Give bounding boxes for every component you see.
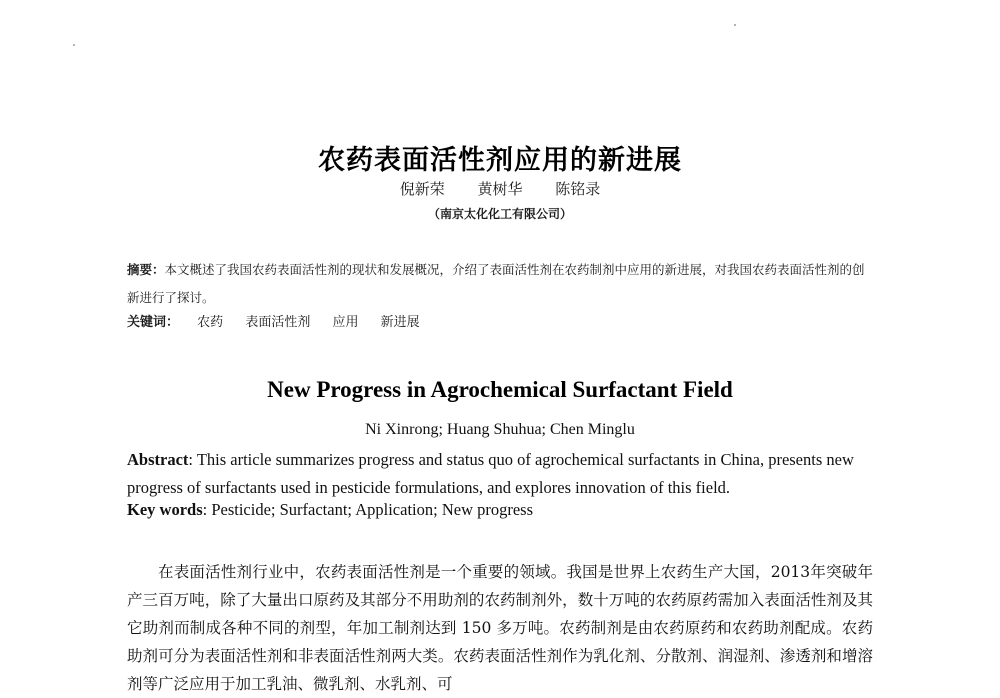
chinese-authors	[0, 178, 1000, 199]
english-abstract-text: : This article summarizes progress and status quo of agrochemical surfactants in China, presents new progress of surfactants used in pesticide formulations, and explores innovation of this field.	[127, 450, 854, 497]
scan-speck	[734, 24, 736, 26]
chinese-affiliation: （南京太化化工有限公司）	[427, 207, 572, 221]
body-paragraph: 在表面活性剂行业中，农药表面活性剂是一个重要的领域。我国是世界上农药生产大国，2013年突破年产三百万吨，除了大量出口原药及其部分不用助剂的农药制剂外，数十万吨的农药原药需加入表面活性剂及其它助剂而制成各种不同的剂型，年加工制剂达到 150 多万吨。农药制剂是由农药原药和农药助剂配成。农药助剂可分为表面活性剂和非表面活性剂两大类。农药表面活性剂作为乳化剂、分散剂、润湿剂、渗透剂和增溶剂等广泛应用于加工乳油、微乳剂、水乳剂、可	[127, 563, 873, 693]
chinese-abstract-text: 本文概述了我国农药表面活性剂的现状和发展概况，介绍了表面活性剂在农药制剂中应用的新进展，对我国农药表面活性剂的创新进行了探讨。	[127, 262, 865, 305]
english-title: New Progress in Agrochemical Surfactant Field	[267, 377, 733, 402]
keyword: 应用	[332, 315, 359, 330]
author-name: 陈铭录	[555, 180, 601, 198]
english-abstract	[127, 446, 887, 502]
chinese-title: 农药表面活性剂应用的新进展	[318, 145, 682, 176]
keyword: 新进展	[380, 315, 420, 330]
english-abstract-label: Abstract	[127, 450, 189, 469]
keyword: 农药	[197, 315, 224, 330]
english-keywords-text: : Pesticide; Surfactant; Application; New progress	[202, 500, 534, 519]
author-name: 倪新荣	[399, 180, 445, 198]
author-name: 黄树华	[477, 180, 523, 198]
chinese-keywords	[127, 311, 438, 330]
chinese-keywords-label: 关键词：	[127, 315, 180, 330]
keyword: 表面活性剂	[245, 315, 311, 330]
chinese-abstract-label: 摘要：	[127, 262, 165, 277]
chinese-abstract	[127, 256, 873, 312]
scan-speck	[73, 44, 75, 46]
english-keywords-label: Key words	[127, 500, 203, 519]
english-authors: Ni Xinrong; Huang Shuhua; Chen Minglu	[365, 421, 635, 438]
english-keywords	[127, 500, 533, 520]
